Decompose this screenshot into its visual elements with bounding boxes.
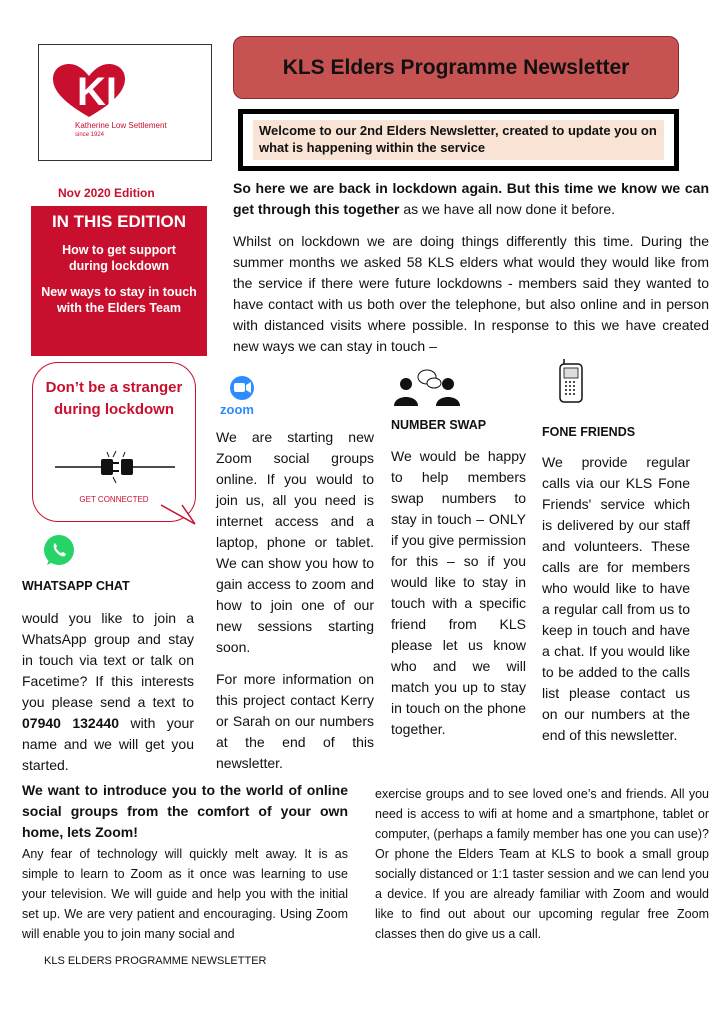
logo-org-name: Katherine Low Settlement (75, 121, 167, 130)
whatsapp-heading: WHATSAPP CHAT (22, 579, 130, 593)
welcome-box (238, 109, 679, 171)
bubble-tail-icon (160, 504, 200, 528)
page-footer: KLS ELDERS PROGRAMME NEWSLETTER (44, 955, 267, 967)
newsletter-title-banner (233, 36, 679, 99)
people-chat-icon (390, 368, 466, 408)
kls-logo (38, 44, 212, 161)
logo-since: since 1924 (75, 132, 105, 138)
zoom-paragraph: We are starting new Zoom social groups online. If you would to join us, all you need is internet access and a laptop, phone or tablet. We can show you how to gain access to zoom and how to join one of our new sessions starting soon. (216, 429, 374, 655)
kls-heart-logo-icon (51, 63, 201, 123)
whatsapp-text-part: with your name and we will get you started. (22, 715, 194, 773)
welcome-text: Welcome to our 2nd Elders Newsletter, created to update you on what is happening within the service (253, 120, 664, 160)
edition-item: How to get support during lockdown (62, 243, 176, 273)
bubble-caption: GET CONNECTED (79, 495, 149, 504)
bubble-text: Don’t be a stranger during lockdown (45, 379, 183, 418)
zoom-logo-icon (218, 374, 266, 418)
intro-bold-rest: as we have all now done it before. (399, 201, 616, 217)
mobile-phone-icon (556, 358, 588, 404)
zoom-intro-left: Any fear of technology will quickly melt away. It is as simple to learn to Zoom as it once was learning to use your television. We will guide and help you with the initial set up. We are very patient and encouraging. Using Zoom will enable you to join many social and (22, 847, 348, 941)
zoom-paragraph: For more information on this project contact Kerry or Sarah on our numbers at the end of this newsletter. (216, 671, 374, 771)
edition-heading: IN THIS EDITION (51, 212, 187, 231)
in-this-edition-box (31, 206, 207, 356)
edition-item: New ways to stay in touch with the Elders Team (41, 285, 197, 315)
plug-connect-icon (55, 447, 175, 487)
page-title: KLS Elders Programme Newsletter (282, 55, 630, 79)
stranger-bubble (32, 362, 196, 522)
svg-text:KLS: KLS (77, 70, 157, 114)
fone-friends-text: We provide regular calls via our KLS Fone Friends' service which is delivered by our staff and volunteers. These calls are for members who would like to have a regular call from us to keep in touch and have a chat. If you would like to be added to the calls list please contact us on our numbers at the end of this newsletter. (542, 454, 690, 743)
intro-paragraph: Whilst on lockdown we are doing things differently this time. During the summer months we asked 58 KLS elders what would they would like from the service if there were future lockdowns - members said they wanted to have contact with us both over the telephone, but also online and in person with distanced visits where possible. In response to this we have created new ways we can stay in touch – (233, 233, 709, 354)
zoom-intro-heading: We want to introduce you to the world of online social groups from the comfort of your own home, lets Zoom! (22, 782, 348, 840)
zoom-column (216, 427, 374, 785)
number-swap-text: We would be happy to help members swap numbers to stay in touch – ONLY if you give permission for this – so if you would like to stay in touch with a specific friend from KLS please let us know who and we will match you up to stay in touch on the phone together. (391, 448, 526, 737)
edition-label: Nov 2020 Edition (58, 186, 155, 200)
svg-text:zoom: zoom (220, 402, 254, 417)
zoom-intro-right: exercise groups and to see loved one’s and friends. All you need is access to wifi at home and a smartphone, tablet or computer, (perhaps a family member has one you can use)? Or phone the Elders Team at KLS to book a small group socially distanced or 1:1 taster session and we can lend you a device. If you are already familiar with Zoom and would like to find out about our upcoming regular free Zoom classes then do give us a call. (375, 787, 709, 941)
number-swap-heading: NUMBER SWAP (391, 418, 487, 432)
whatsapp-icon (42, 534, 76, 568)
intro-section (233, 178, 709, 368)
intro-bold: So here we are back in lockdown again. But this time we know we can get through this together (233, 180, 709, 217)
fone-friends-heading: FONE FRIENDS (542, 425, 636, 439)
whatsapp-text-part: would you like to join a WhatsApp group and stay in touch via text or talk on Facetime? If this interests you please send a text to (22, 610, 194, 710)
whatsapp-phone: 07940 132440 (22, 715, 120, 731)
whatsapp-text (22, 608, 194, 776)
